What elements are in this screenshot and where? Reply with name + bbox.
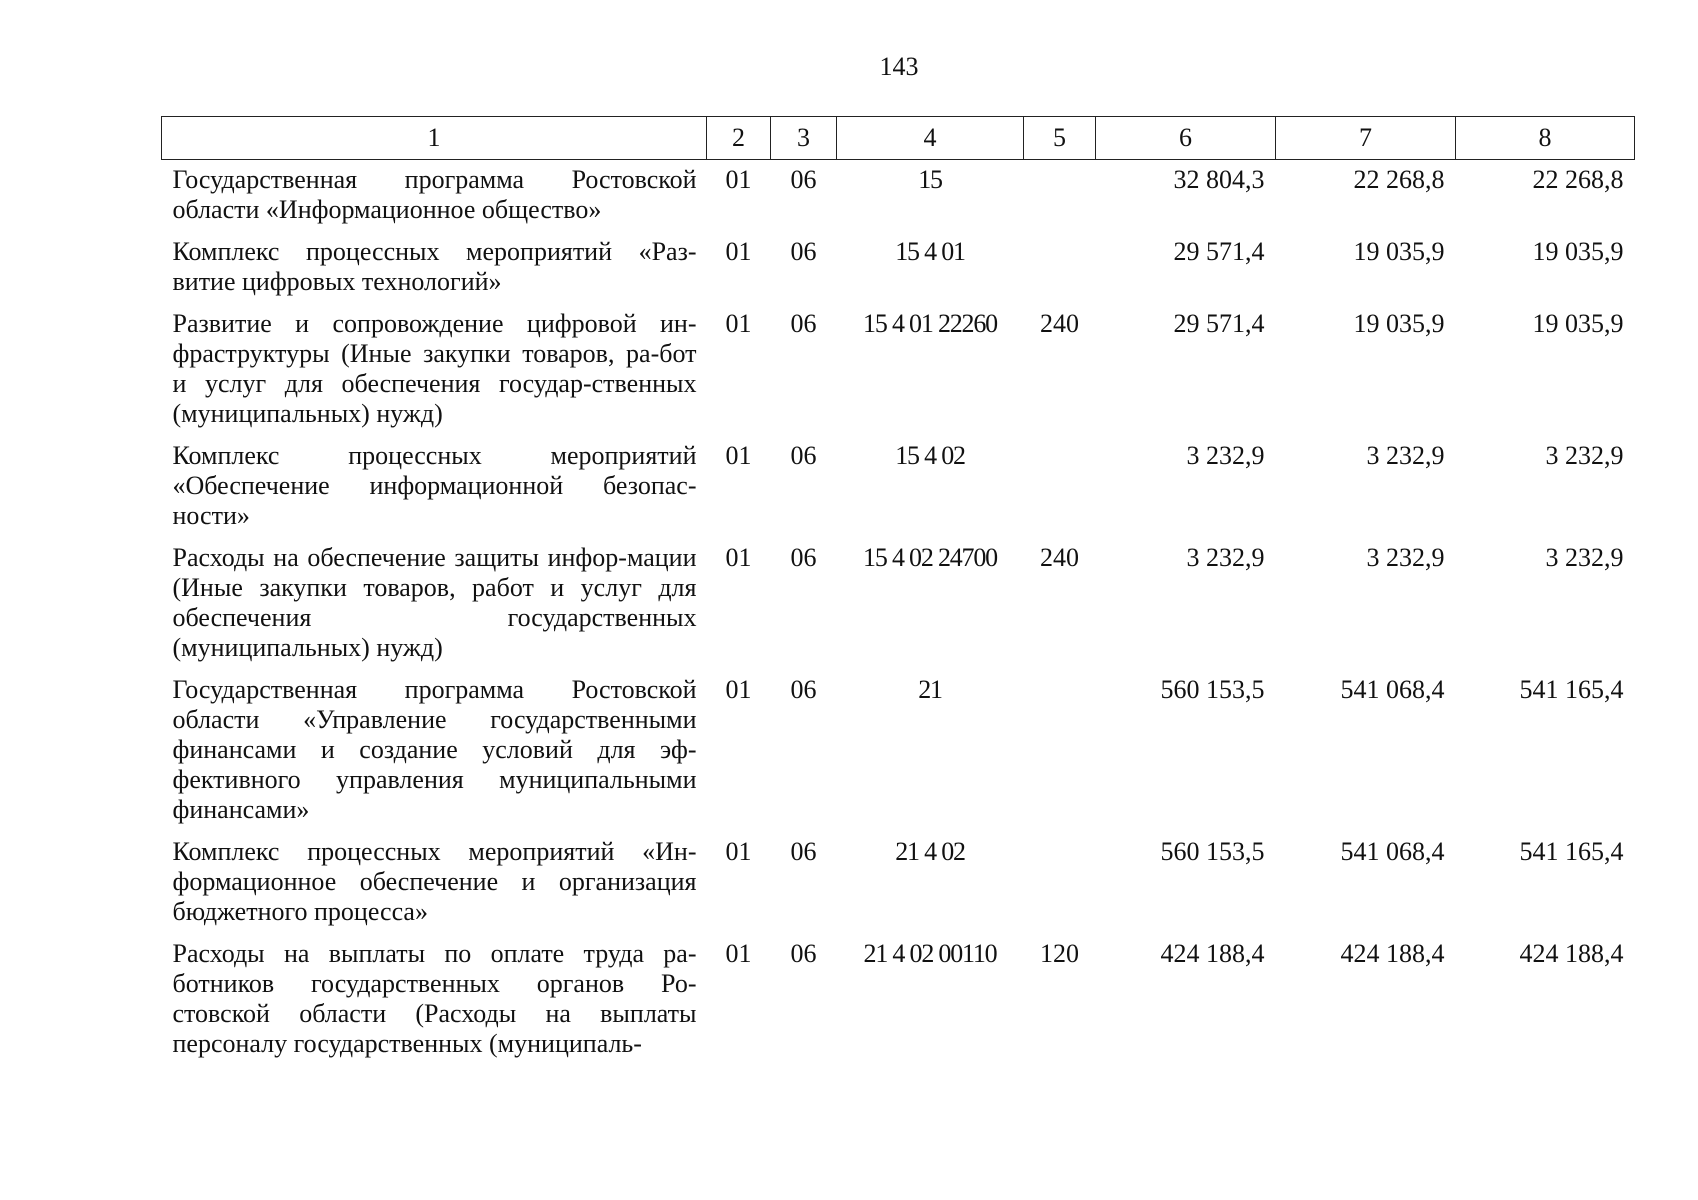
row-col-5: 240 xyxy=(1040,309,1079,338)
row-col-4: 21 4 02 xyxy=(895,837,965,866)
page-number: 143 xyxy=(879,52,919,81)
row-col-2: 01 xyxy=(725,165,752,194)
row-col-6: 29 571,4 xyxy=(1173,309,1265,338)
budget-table xyxy=(161,116,1635,1064)
column-header-1: 1 xyxy=(162,117,707,160)
row-col-7: 19 035,9 xyxy=(1353,309,1445,338)
column-header-4: 4 xyxy=(837,117,1024,160)
table-row xyxy=(162,668,1635,830)
row-description: Комплекс процессных мероприятий «Обеспечение информационной безопас-ности» xyxy=(172,441,697,530)
row-col-3: 06 xyxy=(790,441,817,470)
row-col-2: 01 xyxy=(725,309,752,338)
row-col-3: 06 xyxy=(790,237,817,266)
row-col-6: 32 804,3 xyxy=(1173,165,1265,194)
row-col-3: 06 xyxy=(790,837,817,866)
column-header-6: 6 xyxy=(1096,117,1276,160)
row-col-8: 424 188,4 xyxy=(1519,939,1624,968)
column-header-2: 2 xyxy=(707,117,771,160)
row-col-4: 15 4 01 22260 xyxy=(863,309,997,338)
row-description: Государственная программа Ростовской области «Информационное общество» xyxy=(172,165,697,224)
table-row xyxy=(162,932,1635,1064)
row-col-6: 3 232,9 xyxy=(1186,543,1265,572)
row-col-8: 3 232,9 xyxy=(1545,441,1624,470)
row-col-4: 15 4 01 xyxy=(895,237,965,266)
row-col-7: 541 068,4 xyxy=(1340,837,1445,866)
row-description: Расходы на выплаты по оплате труда ра-ботников государственных органов Ро-стовской области (Расходы на выплаты персоналу государственных (муниципаль- xyxy=(172,939,697,1058)
row-col-3: 06 xyxy=(790,675,817,704)
row-col-6: 29 571,4 xyxy=(1173,237,1265,266)
row-col-3: 06 xyxy=(790,165,817,194)
row-col-4: 15 4 02 24700 xyxy=(863,543,997,572)
column-header-8: 8 xyxy=(1456,117,1635,160)
row-col-5: 240 xyxy=(1040,543,1079,572)
row-col-4: 21 4 02 00110 xyxy=(863,939,997,968)
table-row xyxy=(162,830,1635,932)
row-col-6: 560 153,5 xyxy=(1160,675,1265,704)
row-col-4: 15 4 02 xyxy=(895,441,965,470)
row-description: Государственная программа Ростовской области «Управление государственными финансами и создание условий для эф-фективного управления муниципальными финансами» xyxy=(172,675,697,824)
row-col-7: 3 232,9 xyxy=(1366,441,1445,470)
row-col-2: 01 xyxy=(725,543,752,572)
row-col-5 xyxy=(1024,668,1096,830)
row-col-7: 3 232,9 xyxy=(1366,543,1445,572)
row-description: Комплекс процессных мероприятий «Ин-формационное обеспечение и организация бюджетного процесса» xyxy=(172,837,697,926)
row-col-7: 424 188,4 xyxy=(1340,939,1445,968)
row-col-5 xyxy=(1024,434,1096,536)
row-col-2: 01 xyxy=(725,837,752,866)
row-col-7: 541 068,4 xyxy=(1340,675,1445,704)
table-row xyxy=(162,160,1635,231)
table-row xyxy=(162,536,1635,668)
row-col-7: 22 268,8 xyxy=(1353,165,1445,194)
row-col-6: 560 153,5 xyxy=(1160,837,1265,866)
row-col-4: 21 xyxy=(918,675,942,704)
row-col-8: 19 035,9 xyxy=(1532,309,1624,338)
row-description: Комплекс процессных мероприятий «Раз-витие цифровых технологий» xyxy=(172,237,697,296)
row-col-6: 3 232,9 xyxy=(1186,441,1265,470)
row-col-2: 01 xyxy=(725,675,752,704)
row-col-5 xyxy=(1024,830,1096,932)
row-col-2: 01 xyxy=(725,939,752,968)
row-description: Развитие и сопровождение цифровой ин-фраструктуры (Иные закупки товаров, ра-бот и услуг для обеспечения государ-ственных (муниципальных) нужд) xyxy=(172,309,697,428)
row-col-3: 06 xyxy=(790,309,817,338)
row-col-8: 3 232,9 xyxy=(1545,543,1624,572)
column-header-5: 5 xyxy=(1024,117,1096,160)
row-col-4: 15 xyxy=(918,165,942,194)
row-col-7: 19 035,9 xyxy=(1353,237,1445,266)
column-header-7: 7 xyxy=(1276,117,1456,160)
row-col-8: 541 165,4 xyxy=(1519,837,1624,866)
row-description: Расходы на обеспечение защиты инфор-мации (Иные закупки товаров, работ и услуг для обеспечения государственных (муниципальных) нужд) xyxy=(172,543,697,662)
table-row xyxy=(162,230,1635,302)
table-row xyxy=(162,434,1635,536)
row-col-5: 120 xyxy=(1040,939,1079,968)
row-col-6: 424 188,4 xyxy=(1160,939,1265,968)
table-header-row xyxy=(162,117,1635,160)
table-row xyxy=(162,302,1635,434)
row-col-2: 01 xyxy=(725,441,752,470)
row-col-8: 22 268,8 xyxy=(1532,165,1624,194)
column-header-3: 3 xyxy=(771,117,837,160)
row-col-3: 06 xyxy=(790,939,817,968)
row-col-3: 06 xyxy=(790,543,817,572)
row-col-5 xyxy=(1024,160,1096,231)
row-col-2: 01 xyxy=(725,237,752,266)
row-col-5 xyxy=(1024,230,1096,302)
row-col-8: 541 165,4 xyxy=(1519,675,1624,704)
row-col-8: 19 035,9 xyxy=(1532,237,1624,266)
